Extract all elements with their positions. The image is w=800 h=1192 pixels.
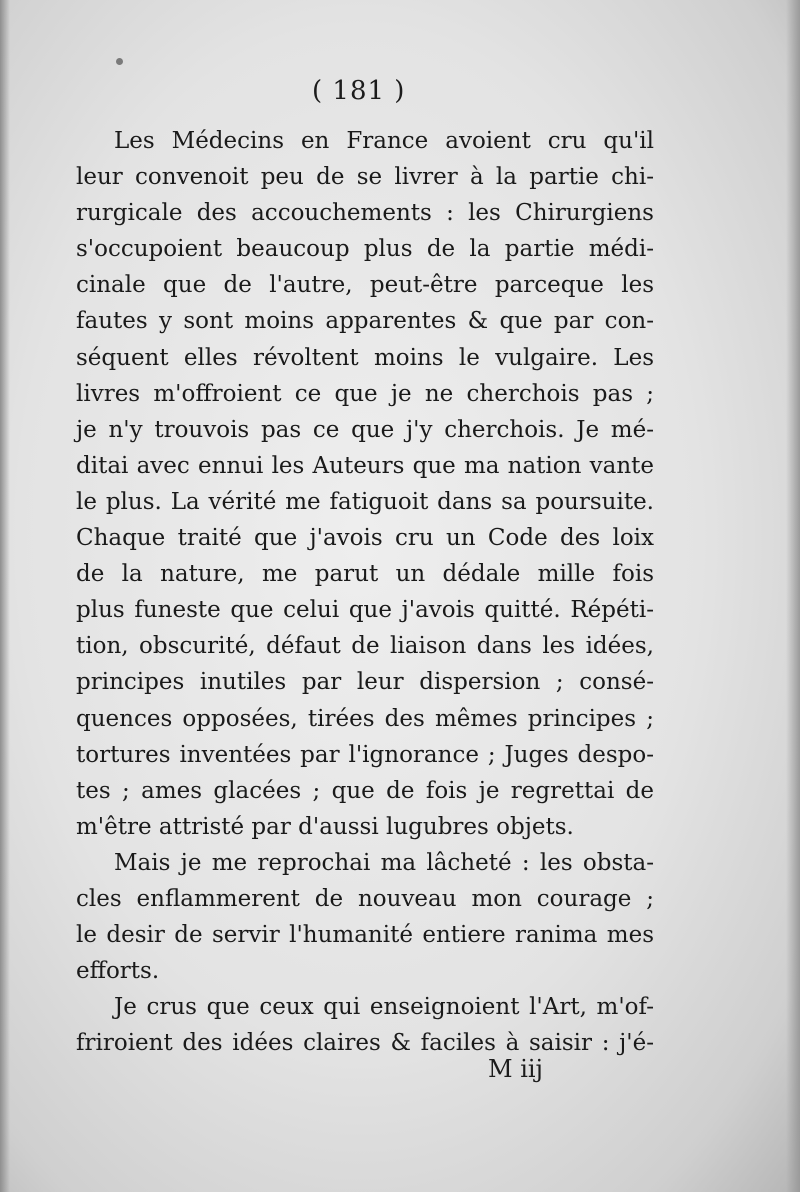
text-line: ditai avec ennui les Auteurs que ma nation vante [76, 452, 654, 479]
ink-speck [116, 58, 123, 65]
text-line: je n'y trouvois pas ce que j'y cherchois. Je mé- [76, 416, 654, 443]
signature-mark: M iij [488, 1055, 543, 1083]
text-line: de la nature, me parut un dédale mille fois [76, 561, 654, 588]
text-line: efforts. [76, 958, 160, 985]
text-line: cles enflammerent de nouveau mon courage ; [76, 885, 654, 912]
text-line: Les Médecins en France avoient cru qu'il [114, 128, 654, 154]
text-line: Chaque traité que j'avois cru un Code des loix [76, 525, 654, 552]
text-line: le plus. La vérité me fatiguoit dans sa poursuite. [76, 488, 654, 515]
text-line: le desir de servir l'humanité entiere ranima mes [76, 922, 654, 949]
text-line: Je crus que ceux qui enseignoient l'Art, m'of- [114, 994, 654, 1021]
text-line: cinale que de l'autre, peut-être parceque les [76, 272, 654, 299]
text-line: séquent elles révoltent moins le vulgaire. Les [76, 344, 654, 371]
text-line: s'occupoient beaucoup plus de la partie médi- [76, 236, 654, 263]
page-number: ( 181 ) [312, 76, 406, 106]
text-line: tion, obscurité, défaut de liaison dans les idées, [76, 633, 654, 660]
text-line: friroient des idées claires & faciles à saisir : j'é- [76, 1030, 654, 1057]
text-line: leur convenoit peu de se livrer à la partie chi- [76, 164, 654, 191]
text-line: principes inutiles par leur dispersion ; consé- [76, 669, 654, 696]
text-line: tortures inventées par l'ignorance ; Juges despo- [76, 741, 654, 768]
text-line: tes ; ames glacées ; que de fois je regrettai de [76, 777, 654, 804]
page-left-edge-shadow [0, 0, 10, 1192]
text-line: m'être attristé par d'aussi lugubres objets. [76, 813, 574, 840]
text-line: Mais je me reprochai ma lâcheté : les obsta- [114, 849, 654, 876]
text-line: fautes y sont moins apparentes & que par con- [76, 308, 654, 335]
text-line: plus funeste que celui que j'avois quitté. Répéti- [76, 597, 654, 624]
text-line: quences opposées, tirées des mêmes principes ; [76, 705, 654, 732]
text-line: livres m'offroient ce que je ne cherchois pas ; [76, 380, 654, 407]
text-line: rurgicale des accouchements : les Chirurgiens [76, 200, 654, 227]
body-text [76, 123, 654, 1061]
page-right-edge-shadow [786, 0, 800, 1192]
